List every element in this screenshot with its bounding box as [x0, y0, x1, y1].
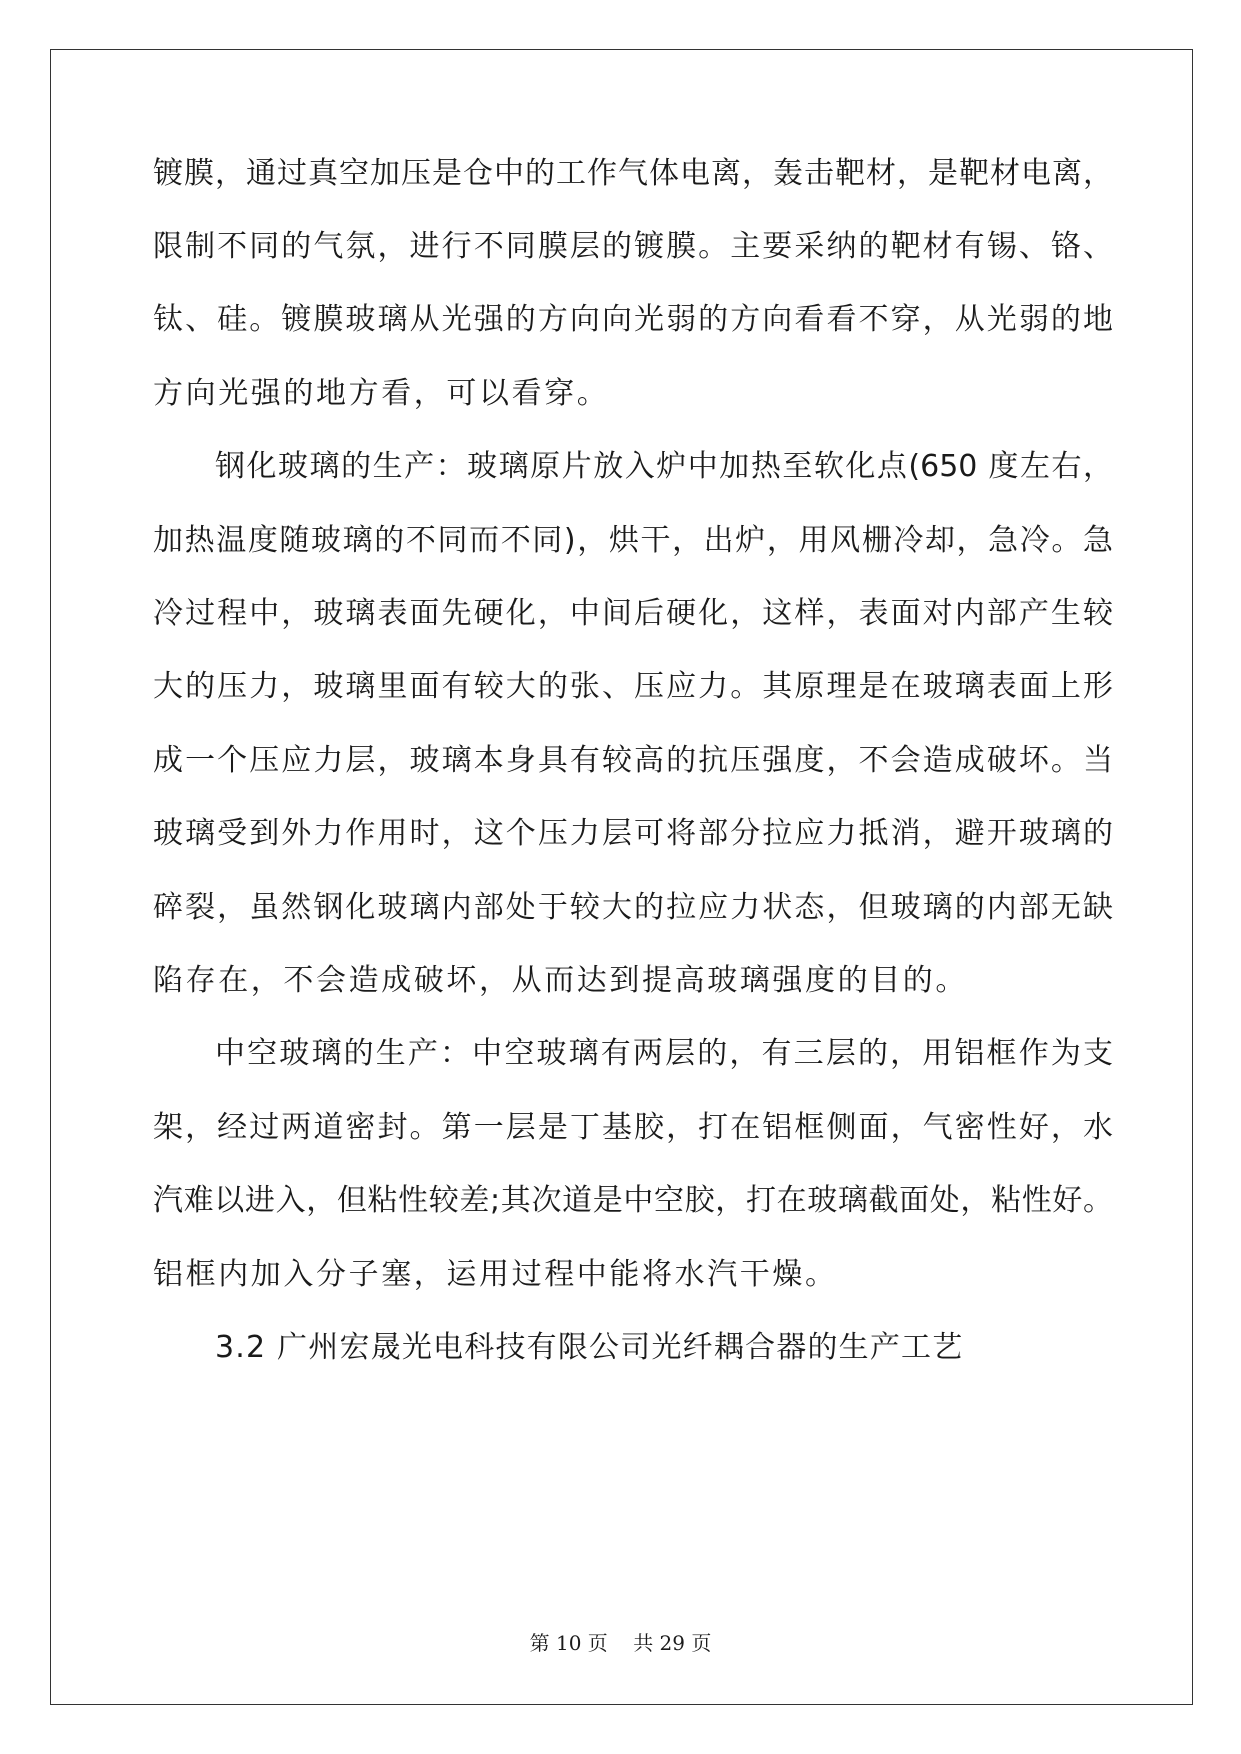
- text-line: 玻璃受到外力作用时，这个压力层可将部分拉应力抵消，避开玻璃的: [153, 816, 1113, 851]
- text-line: 架，经过两道密封。第一层是丁基胶，打在铝框侧面，气密性好，水: [153, 1110, 1113, 1145]
- text-line: 碎裂，虽然钢化玻璃内部处于较大的拉应力状态，但玻璃的内部无缺: [153, 890, 1113, 925]
- paragraph-first-line: 钢化玻璃的生产：玻璃原片放入炉中加热至软化点(650 度左右，: [215, 449, 1113, 484]
- paragraph-first-line: 中空玻璃的生产：中空玻璃有两层的，有三层的，用铝框作为支: [215, 1036, 1113, 1071]
- text-line: 汽难以进入，但粘性较差;其次道是中空胶，打在玻璃截面处，粘性好。: [153, 1183, 1113, 1218]
- text-line: 加热温度随玻璃的不同而不同)，烘干，出炉，用风栅冷却，急冷。急: [153, 523, 1113, 558]
- page-footer: 第 10 页 共 29 页: [529, 1631, 712, 1655]
- page-border: [50, 49, 1193, 1705]
- text-line: 大的压力，玻璃里面有较大的张、压应力。其原理是在玻璃表面上形: [153, 669, 1113, 704]
- section-heading: 3.2 广州宏晟光电科技有限公司光纤耦合器的生产工艺: [215, 1330, 964, 1365]
- text-line: 镀膜，通过真空加压是仓中的工作气体电离，轰击靶材，是靶材电离，: [153, 156, 1113, 191]
- text-line: 限制不同的气氛，进行不同膜层的镀膜。主要采纳的靶材有锡、铬、: [153, 229, 1113, 264]
- text-line: 铝框内加入分子塞，运用过程中能将水汽干燥。: [153, 1257, 838, 1292]
- text-line: 冷过程中，玻璃表面先硬化，中间后硬化，这样，表面对内部产生较: [153, 596, 1113, 631]
- text-line: 陷存在，不会造成破坏，从而达到提高玻璃强度的目的。: [153, 963, 968, 998]
- text-line: 方向光强的地方看，可以看穿。: [153, 376, 610, 411]
- text-line: 成一个压应力层，玻璃本身具有较高的抗压强度，不会造成破坏。当: [153, 743, 1113, 778]
- text-line: 钛、硅。镀膜玻璃从光强的方向向光弱的方向看看不穿，从光弱的地: [153, 302, 1113, 337]
